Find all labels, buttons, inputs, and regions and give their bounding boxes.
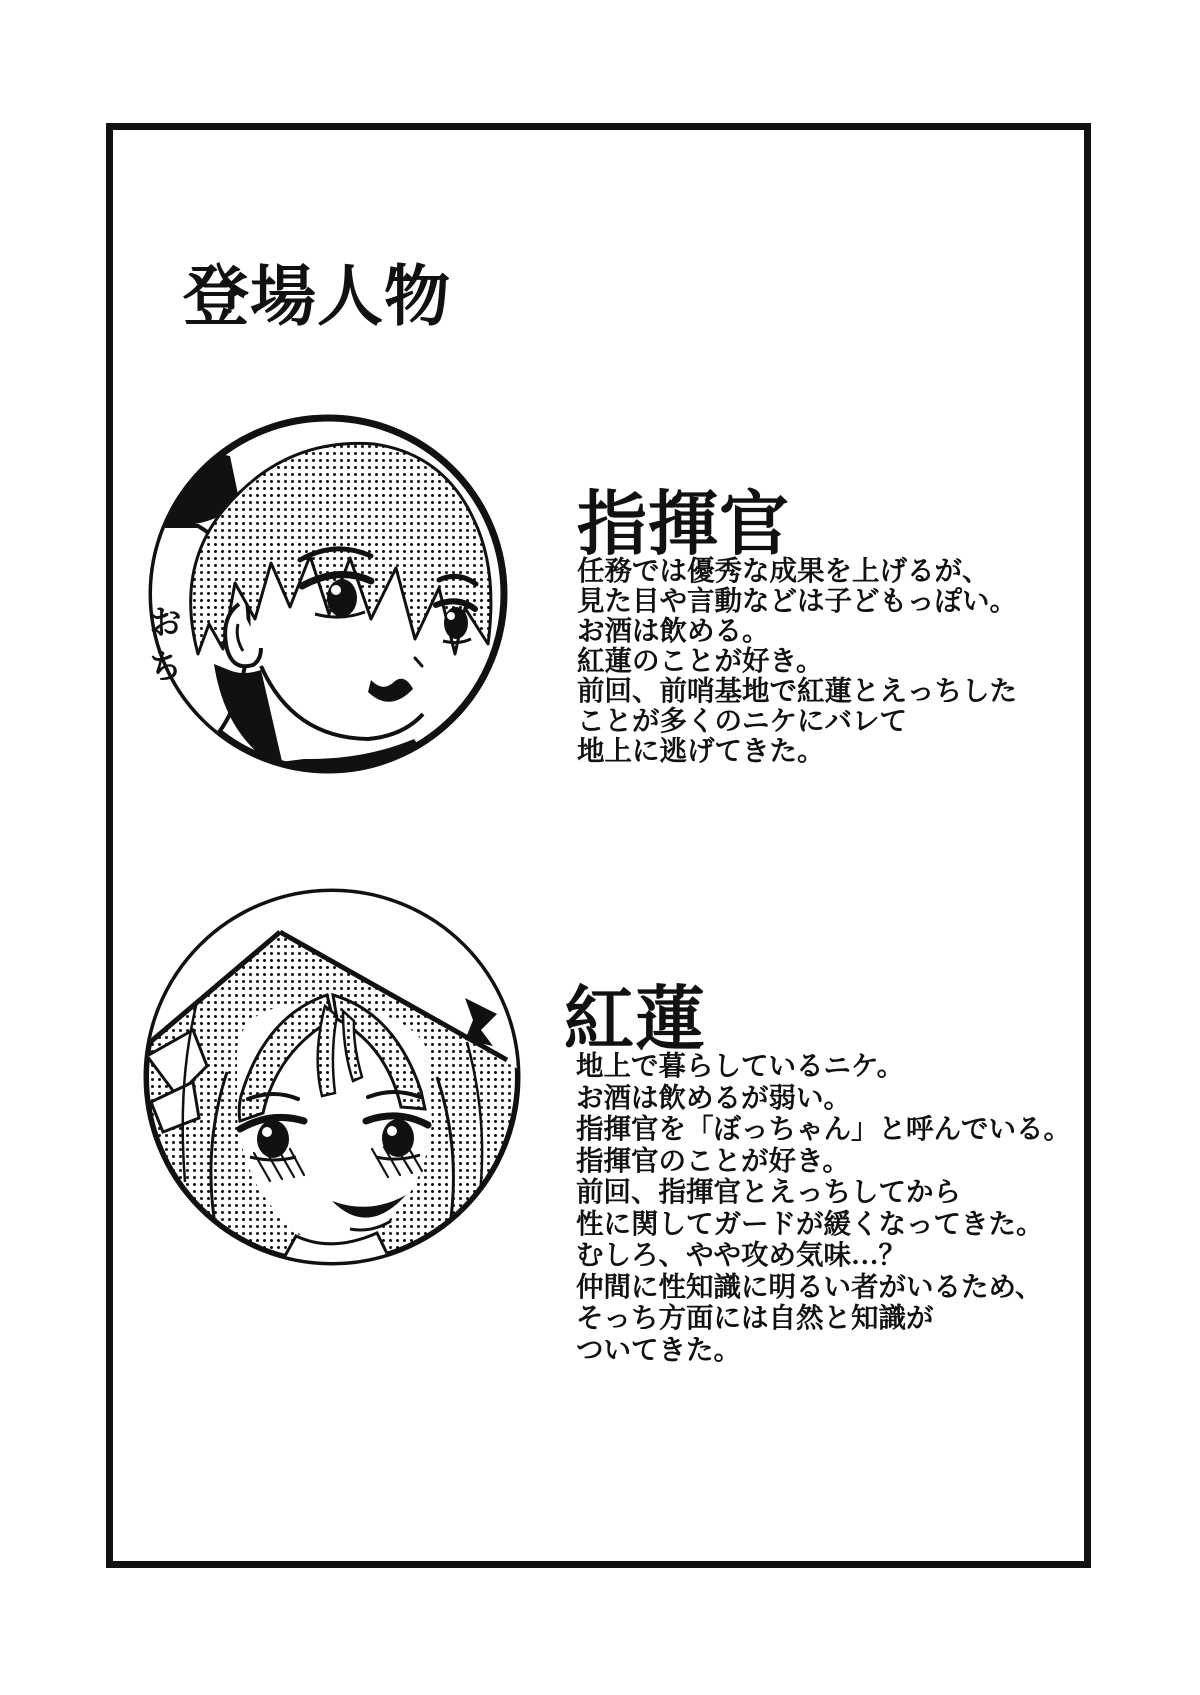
description-line: 任務では優秀な成果を上げるが、 bbox=[577, 555, 990, 586]
description-line: むしろ、やや攻め気味…？ bbox=[576, 1239, 906, 1270]
commander-portrait-drawing bbox=[142, 408, 514, 780]
description-line: 見た目や言動などは子どもっぽい。 bbox=[577, 585, 1017, 616]
description-line: 紅蓮のことが好き。 bbox=[577, 645, 824, 676]
character-name-commander: 指揮官 bbox=[577, 485, 790, 563]
description-line: 指揮官を「ぼっちゃん」と呼んでいる。 bbox=[576, 1113, 1071, 1144]
commander-portrait bbox=[142, 408, 514, 780]
description-line: 性に関してガードが緩くなってきた。 bbox=[576, 1207, 1044, 1239]
description-line: ことが多くのニケにバレて bbox=[577, 705, 907, 736]
guren-portrait-drawing bbox=[135, 880, 529, 1274]
description-line: 地上で暮らしているニケ。 bbox=[576, 1050, 905, 1081]
description-line: 指揮官のことが好き。 bbox=[576, 1144, 850, 1176]
description-line: 前回、指揮官とえっちしてから bbox=[576, 1176, 961, 1207]
description-line: そっち方面には自然と知識が bbox=[576, 1302, 934, 1333]
description-line: お酒は飲める。 bbox=[577, 615, 770, 646]
commander-portrait-background-text: おち bbox=[143, 604, 180, 692]
commander-description bbox=[577, 556, 1017, 766]
page-title: 登場人物 bbox=[183, 259, 451, 333]
description-line: 前回、前哨基地で紅蓮とえっちした bbox=[577, 675, 1017, 706]
character-name-guren: 紅蓮 bbox=[564, 980, 706, 1058]
description-line: ついてきた。 bbox=[576, 1333, 741, 1365]
description-line: お酒は飲めるが弱い。 bbox=[576, 1081, 851, 1113]
description-line: 仲間に性知識に明るい者がいるため、 bbox=[576, 1270, 1043, 1302]
guren-description bbox=[576, 1050, 1071, 1365]
guren-portrait bbox=[135, 880, 529, 1274]
description-line: 地上に逃げてきた。 bbox=[577, 735, 825, 766]
